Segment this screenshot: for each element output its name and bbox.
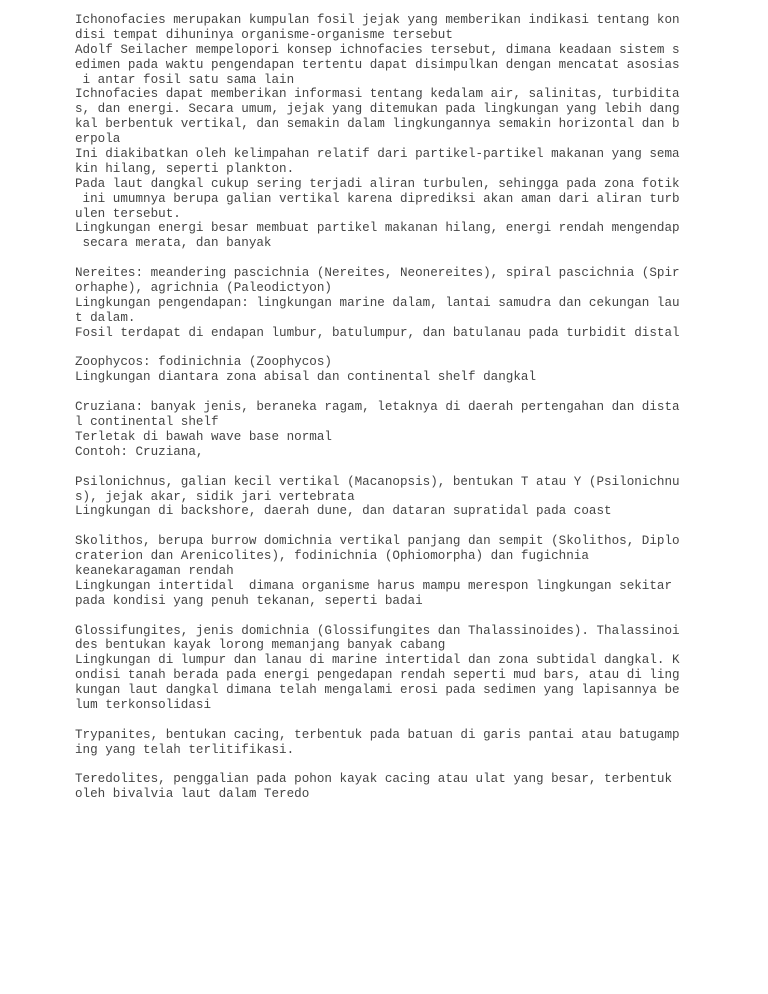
text-line: Pada laut dangkal cukup sering terjadi aliran turbulen, sehingga pada zona fotik [75,176,680,191]
text-line: Trypanites, bentukan cacing, terbentuk pada batuan di garis pantai atau batugamp [75,727,680,742]
text-line: Teredolites, penggalian pada pohon kayak cacing atau ulat yang besar, terbentuk [75,772,673,787]
paragraph-gap [75,758,675,773]
text-line: Adolf Seilacher mempelopori konsep ichnofacies tersebut, dimana keadaan sistem s [75,42,680,57]
text-line: pada kondisi yang penuh tekanan, seperti badai [75,593,423,608]
text-line: ing yang telah terlitifikasi. [75,742,295,757]
paragraph [75,355,675,385]
paragraph-gap [75,713,675,728]
paragraph [75,13,680,251]
paragraph-gap [75,341,675,356]
text-line: Psilonichnus, galian kecil vertikal (Macanopsis), bentukan T atau Y (Psilonichnu [75,474,680,489]
text-line: i antar fosil satu sama lain [75,72,295,87]
text-line: Lingkungan pengendapan: lingkungan marine dalam, lantai samudra dan cekungan lau [75,295,680,310]
text-line: secara merata, dan banyak [75,236,272,251]
text-line: Contoh: Cruziana, [75,444,204,459]
text-line: Nereites: meandering pascichnia (Nereites, Neonereites), spiral pascichnia (Spir [75,266,680,281]
text-line: ondisi tanah berada pada energi pengedapan rendah seperti mud bars, atau di ling [75,668,680,683]
text-line: keanekaragaman rendah [75,563,234,578]
text-line: Glossifungites, jenis domichnia (Glossifungites dan Thalassinoides). Thalassinoi [75,623,680,638]
paragraph-gap [75,609,675,624]
text-line: Lingkungan diantara zona abisal dan continental shelf dangkal [75,370,537,385]
document-text [75,13,680,802]
text-line: erpola [75,132,121,147]
text-line: s, dan energi. Secara umum, jejak yang ditemukan pada lingkungan yang lebih dang [75,102,680,117]
text-line: t dalam. [75,310,136,325]
text-line: lum terkonsolidasi [75,697,212,712]
text-line: l continental shelf [75,415,219,430]
text-line: kal berbentuk vertikal, dan semakin dalam lingkungannya semakin horizontal dan b [75,117,680,132]
text-line: Fosil terdapat di endapan lumbur, batulumpur, dan batulanau pada turbidit distal [75,325,680,340]
paragraph [75,266,680,340]
text-line: kin hilang, seperti plankton. [75,161,295,176]
paragraph-gap [75,385,675,400]
text-line: Terletak di bawah wave base normal [75,429,332,444]
text-line: Ini diakibatkan oleh kelimpahan relatif dari partikel-partikel makanan yang sema [75,147,680,162]
text-line: craterion dan Arenicolites), fodinichnia (Ophiomorpha) dan fugichnia [75,549,589,564]
text-line: Lingkungan energi besar membuat partikel makanan hilang, energi rendah mengendap [75,221,680,236]
text-line: Ichonofacies merupakan kumpulan fosil jejak yang memberikan indikasi tentang kon [75,13,680,27]
text-line: Zoophycos: fodinichnia (Zoophycos) [75,355,332,370]
text-line: edimen pada waktu pengendapan tertentu dapat disimpulkan dengan mencatat asosias [75,57,680,72]
text-line: ini umumnya berupa galian vertikal karena diprediksi akan aman dari aliran turb [75,191,680,206]
text-line: Ichnofacies dapat memberikan informasi tentang kedalam air, salinitas, turbidita [75,87,680,102]
text-line: s), jejak akar, sidik jari vertebrata [75,489,355,504]
paragraph-gap [75,460,675,475]
paragraph [75,474,680,520]
text-line: Lingkungan di lumpur dan lanau di marine intertidal dan zona subtidal dangkal. K [75,653,680,668]
text-line: Lingkungan intertidal dimana organisme harus mampu merespon lingkungan sekitar [75,578,673,593]
text-line: oleh bivalvia laut dalam Teredo [75,787,310,802]
paragraph-gap [75,251,675,266]
paragraph [75,623,680,713]
text-line: des bentukan kayak lorong memanjang banyak cabang [75,638,446,653]
paragraph [75,534,680,608]
text-line: ulen tersebut. [75,206,181,221]
text-line: kungan laut dangkal dimana telah mengalami erosi pada sedimen yang lapisannya be [75,683,680,698]
paragraph [75,772,675,802]
text-line: Skolithos, berupa burrow domichnia vertikal panjang dan sempit (Skolithos, Diplo [75,534,680,549]
text-line: disi tempat dihuninya organisme-organisme tersebut [75,27,453,42]
text-line: Cruziana: banyak jenis, beraneka ragam, letaknya di daerah pertengahan dan dista [75,400,680,415]
paragraph-gap [75,519,675,534]
paragraph [75,727,680,758]
paragraph [75,400,680,460]
text-line: Lingkungan di backshore, daerah dune, dan dataran supratidal pada coast [75,504,612,519]
text-line: orhaphe), agrichnia (Paleodictyon) [75,281,332,296]
